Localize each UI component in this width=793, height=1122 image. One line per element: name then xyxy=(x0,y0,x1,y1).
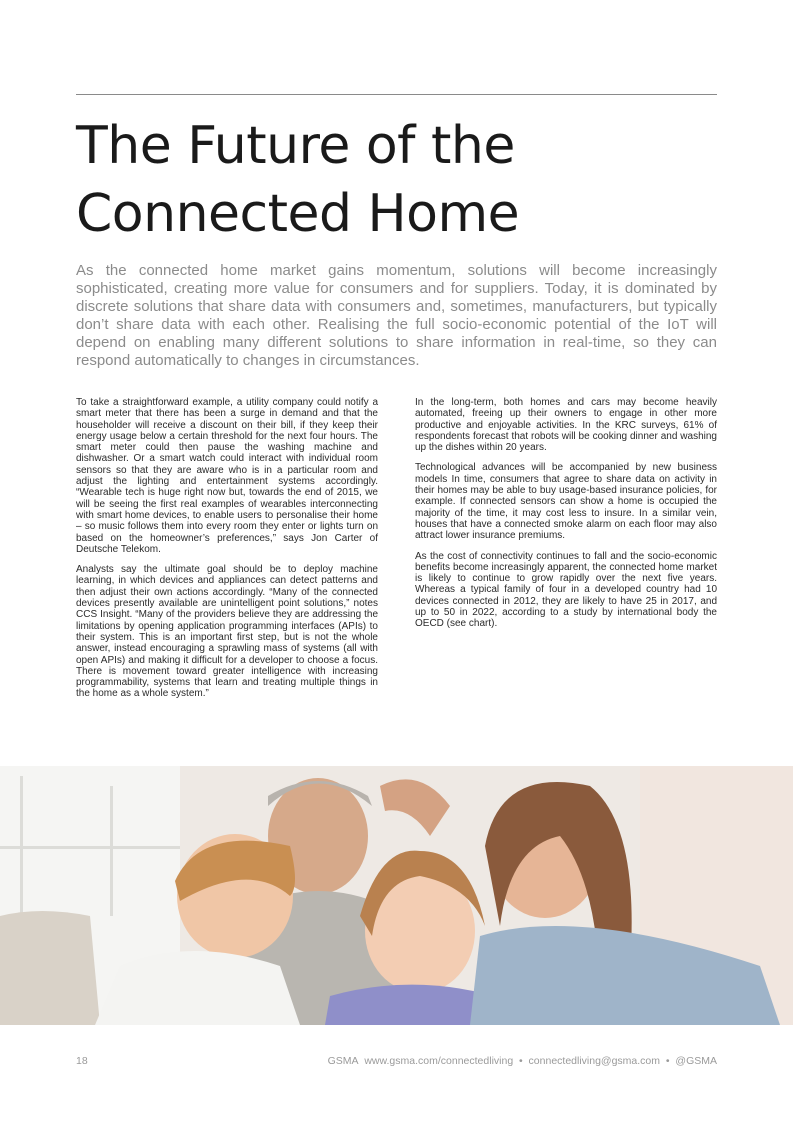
header-rule xyxy=(76,94,717,95)
page-footer xyxy=(76,1055,717,1069)
body-paragraph: As the cost of connectivity continues to fall and the socio-economic benefits become increasingly apparent, the connected home market is likely to continue to grow rapidly over the next five years. Whereas a typical family of four in a developed country had 10 devices connected in 2012, they are likely to have 25 in 2017, and up to 50 in 2022, according to a study by international body the OECD (see chart). xyxy=(415,550,717,630)
intro-paragraph: As the connected home market gains momentum, solutions will become increasingly sophisticated, creating more value for consumers and for suppliers. Today, it is dominated by discrete solutions that share data with consumers and, sometimes, manufacturers, but typically don’t share data with each other. Realising the full socio-economic potential of the IoT will depend on enabling many different solutions to share information in real-time, so they can respond automatically to changes in circumstances. xyxy=(76,262,717,369)
separator: • xyxy=(519,1055,523,1067)
body-paragraph: Analysts say the ultimate goal should be to deploy machine learning, in which devices and appliances can detect patterns and then adjust their own actions accordingly. “Many of the connected devices presently available are unintelligent point solutions,” notes CCS Insight. “Many of the providers believe they are addressing the limitations by opening application programming interfaces (APIs) to their system. This is an important first step, but is not the whole answer, instead encouraging a sprawling mass of systems (all with open APIs) and making it difficult for a developer to choose a focus. There is movement toward greater intelligence with increasing programmability, systems that learn and treating multiple things in the home as a whole system.” xyxy=(76,564,378,700)
sofa xyxy=(0,911,100,1025)
body-paragraph: In the long-term, both homes and cars may become heavily automated, freeing up their owners to engage in other more productive and enjoyable activities. In the KRC surveys, 61% of respondents forecast that robots will be cooking dinner and washing up the dishes within 20 years. xyxy=(415,397,717,454)
page-title xyxy=(76,112,717,248)
title-line-1: The Future of the xyxy=(76,116,515,176)
title-line-2: Connected Home xyxy=(76,184,520,244)
email-link[interactable]: connectedliving@gsma.com xyxy=(528,1055,661,1067)
footer-contact xyxy=(328,1055,717,1067)
right-column xyxy=(415,397,717,639)
separator: • xyxy=(665,1055,670,1067)
gsma-logo-text: GSMA xyxy=(327,1055,359,1067)
website-link[interactable]: www.gsma.com/connectedliving xyxy=(364,1055,514,1067)
page-number: 18 xyxy=(76,1055,88,1067)
family-photo xyxy=(0,766,793,1025)
family-illustration xyxy=(0,766,793,1025)
twitter-link[interactable]: @GSMA xyxy=(675,1055,717,1067)
body-paragraph: To take a straightforward example, a utility company could notify a smart meter that there has been a surge in demand and that the householder will receive a discount on their bill, if they keep their energy usage below a certain threshold for the next four hours. The smart meter could then pause the washing machine and dishwasher. Or a smart watch could interact with individual room sensors so that they are aware who is in a particular room and adjust the lighting and entertainment systems accordingly. “Wearable tech is huge right now but, towards the end of 2015, we will be seeing the first real examples of wearables interconnecting with smart home devices, to enable users to personalise their home – so music follows them into every room they enter or lights turn on based on the homeowner’s preferences,” says Jon Carter of Deutsche Telekom. xyxy=(76,397,378,555)
left-column xyxy=(76,397,378,709)
body-paragraph: Technological advances will be accompanied by new business models In time, consumers that agree to share data on activity in their homes may be able to buy usage-based insurance policies, for example. If connected sensors can show a home is occupied the majority of the time, it may cost less to insure. In a similar vein, houses that have a connected smoke alarm on each floor may also attract lower insurance premiums. xyxy=(415,462,717,542)
